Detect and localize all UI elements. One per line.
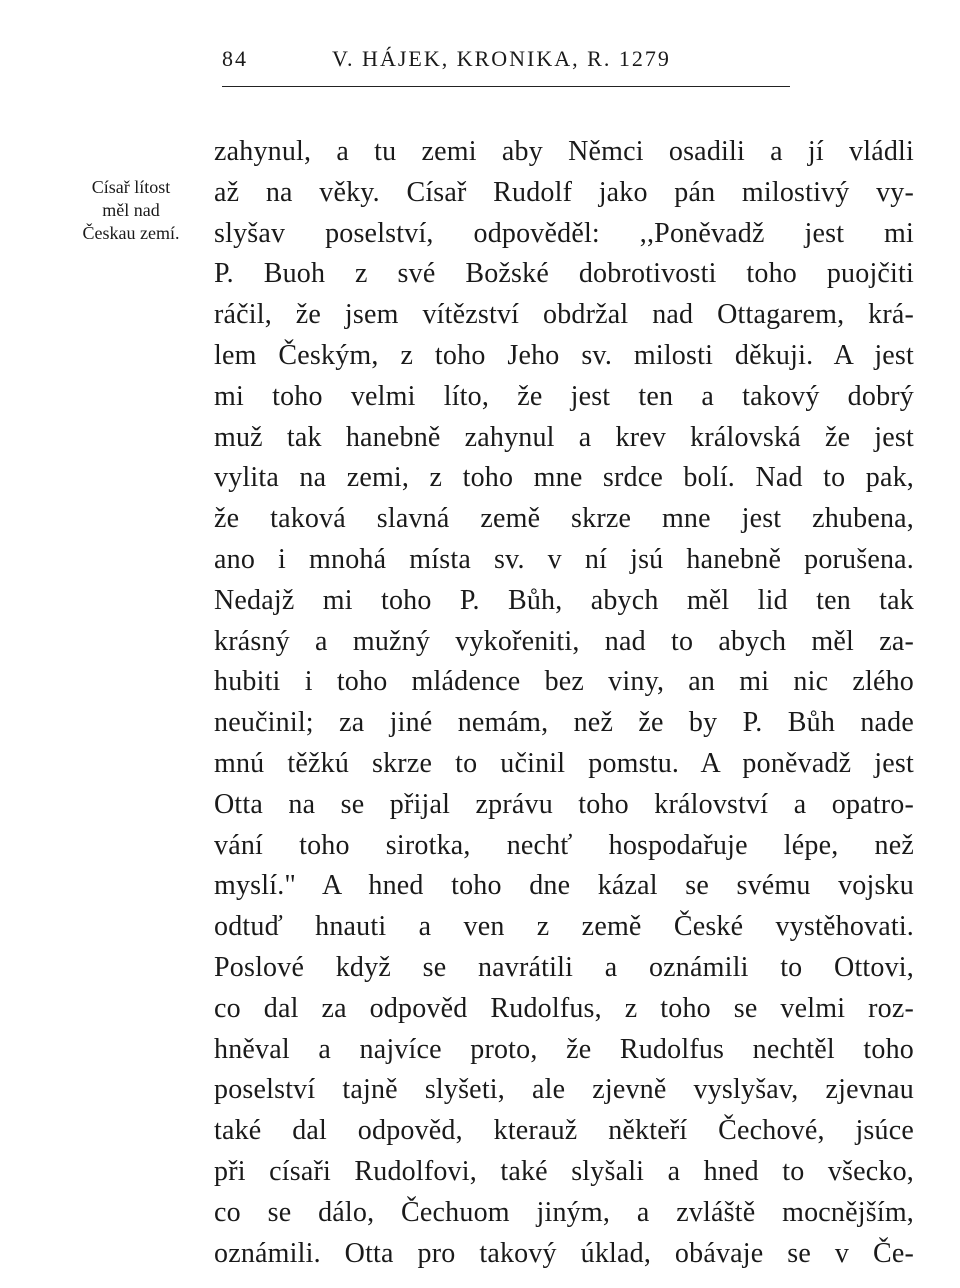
margin-note-line: Císař lítost [91, 177, 171, 197]
text-line: co dal za odpověd Rudolfus, z toho se velmi roz- [214, 992, 914, 1024]
text-line: Nedajž mi toho P. Bůh, abych měl lid ten tak [214, 584, 914, 616]
text-line: až na věky. Císař Rudolf jako pán milostivý vy- [214, 176, 914, 208]
running-title: V. HÁJEK, KRONIKA, R. 1279 [332, 46, 671, 71]
text-line: Poslové když se navrátili a oznámili to Ottovi, [214, 951, 914, 983]
text-line: oznámili. Otta pro takový úklad, obávaje se v Če- [214, 1237, 914, 1269]
page-number: 84 [222, 46, 248, 71]
text-line: slyšav poselství, odpověděl: ,,Poněvadž jest mi [214, 217, 914, 249]
text-line: lem Českým, z toho Jeho sv. milosti děkuji. A jest [214, 339, 914, 371]
text-line: také dal odpověd, kterauž někteří Čechové, jsúce [214, 1115, 914, 1147]
text-line: mnú těžkú skrze to učinil pomstu. A poněvadž jest [214, 747, 914, 779]
text-line: krásný a mužný vykořeniti, nad to abych měl za- [214, 625, 914, 657]
text-line: hubiti i toho mládence bez viny, an mi nic zlého [214, 666, 914, 698]
text-line: zahynul, a tu zemi aby Němci osadili a jí vládli [214, 136, 914, 167]
margin-note-line: měl nad [102, 200, 160, 220]
text-line: vání toho sirotka, nechť hospodařuje lépe, než [214, 829, 914, 861]
text-line: ráčil, že jsem vítězství obdržal nad Ottagarem, krá- [214, 299, 914, 331]
text-line: co se dálo, Čechuom jiným, a zvláště mocnějším, [214, 1196, 914, 1228]
text-line: odtuď hnauti a ven z země České vystěhovati. [214, 911, 914, 943]
running-header [222, 46, 790, 78]
text-line: vylita na zemi, z toho mne srdce bolí. Nad to pak, [214, 462, 914, 494]
text-line: myslí." A hned toho dne kázal se svému vojsku [214, 870, 914, 902]
text-line: že taková slavná země skrze mne jest zhubena, [214, 503, 914, 535]
text-line: P. Buoh z své Božské dobrotivosti toho puojčiti [214, 258, 914, 290]
text-line: poselství tajně slyšeti, ale zjevně vyslyšav, zjevnau [214, 1074, 914, 1106]
margin-note [56, 176, 206, 245]
text-line: muž tak hanebně zahynul a krev královská že jest [214, 421, 914, 453]
text-line: ano i mnohá místa sv. v ní jsú hanebně porušena. [214, 543, 914, 575]
header-rule [222, 86, 790, 87]
margin-note-line: Českau zemí. [82, 223, 180, 243]
text-line: Otta na se přijal zprávu toho království a opatro- [214, 788, 914, 820]
text-line: neučinil; za jiné nemám, než že by P. Bůh nade [214, 707, 914, 739]
text-line: mi toho velmi líto, že jest ten a takový dobrý [214, 380, 914, 412]
body-text [214, 132, 914, 1274]
text-line: při císaři Rudolfovi, také slyšali a hned to všecko, [214, 1155, 914, 1187]
text-line: hněval a najvíce proto, že Rudolfus nechtěl toho [214, 1033, 914, 1065]
